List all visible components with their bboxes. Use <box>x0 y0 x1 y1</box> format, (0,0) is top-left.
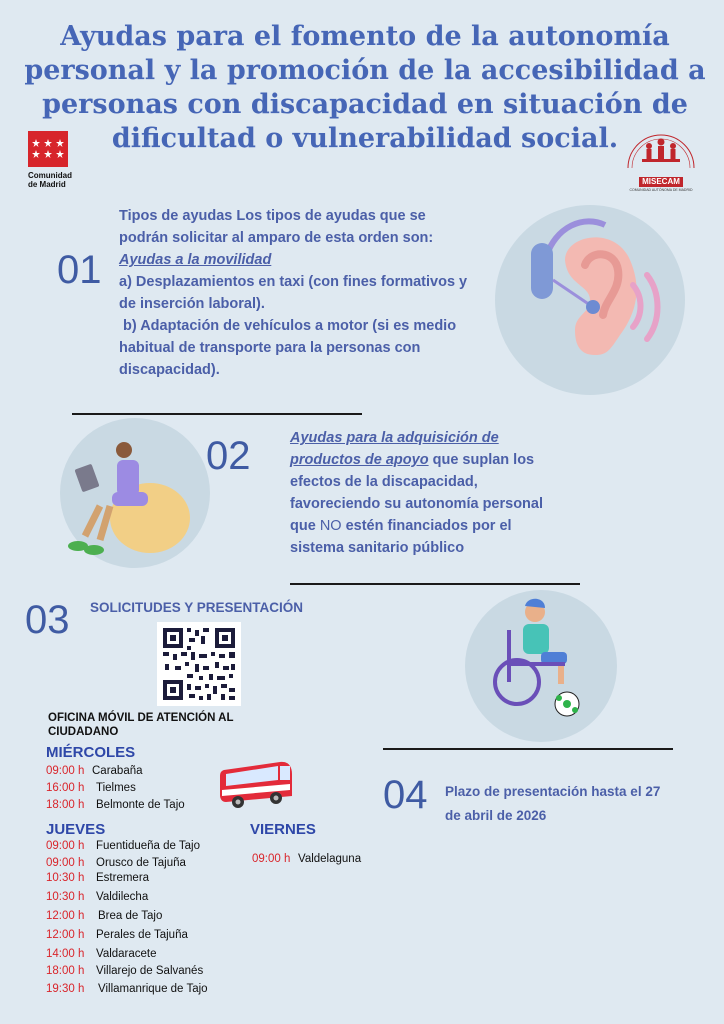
qr-code-icon <box>157 622 241 706</box>
section-4-number: 04 <box>383 773 428 817</box>
page-title: Ayudas para el fomento de la autonomía personal y la promoción de la accesibilidad a personas con discapacidad en situación de dificultad o vulnerabilidad social. <box>24 21 706 154</box>
bus-icon <box>218 756 296 812</box>
day-friday: VIERNES <box>250 821 316 838</box>
schedule-row: 18:00 h Villarejo de Salvanés <box>46 965 204 977</box>
section-2-text-2: estén financiados por el sistema sanitario público <box>290 518 512 556</box>
section-1-heading: Ayudas a la movilidad <box>119 252 272 268</box>
schedule-row: 09:00 h Orusco de Tajuña <box>46 857 186 869</box>
section-2-text-1: que suplan los efectos de la discapacidad, favoreciendo su autonomía personal que <box>290 452 543 534</box>
ear-icon <box>495 205 687 397</box>
schedule-row: 09:00 h Fuentidueña de Tajo <box>46 840 201 852</box>
wednesday-schedule <box>46 765 185 816</box>
person-on-beanbag-illustration <box>60 418 210 568</box>
hearing-aid-illustration <box>495 205 687 397</box>
section-2-number: 02 <box>206 434 251 478</box>
madrid-logo-text-1: Comunidad <box>28 171 72 180</box>
madrid-flag-icon <box>28 131 68 167</box>
section-1-text <box>119 205 469 381</box>
section-3-heading: SOLICITUDES Y PRESENTACIÓN <box>90 600 304 615</box>
divider-1 <box>72 413 362 415</box>
person-with-tablet-icon <box>60 418 210 568</box>
section-1-item-a: a) Desplazamientos en taxi (con fines formativos y de inserción laboral). <box>119 274 468 312</box>
section-1-number: 01 <box>57 248 102 292</box>
schedule-row: 10:30 h Valdilecha <box>46 891 149 903</box>
schedule-row: 18:00 h Belmonte de Tajo <box>46 799 185 811</box>
section-2-no: NO <box>319 518 342 534</box>
schedule-row: 14:00 h Valdaracete <box>46 948 157 960</box>
section-2-heading: Ayudas para la adquisición de productos de apoyo <box>290 430 499 468</box>
misecam-logo <box>622 128 700 192</box>
schedule-row: 09:00 h Valdelaguna <box>252 853 362 865</box>
office-title: OFICINA MÓVIL DE ATENCIÓN AL CIUDADANO <box>48 712 234 738</box>
section-1-intro: Tipos de ayudas Los tipos de ayudas que se podrán solicitar al amparo de esta orden son: <box>119 208 434 246</box>
schedule-row: 12:00 h Brea de Tajo <box>46 910 163 922</box>
section-1-item-b: b) Adaptación de vehículos a motor (si es medio habitual de transporte para la personas con discapacidad). <box>119 318 461 378</box>
misecam-subtitle: COMUNIDAD AUTÓNOMA DE MADRID <box>629 188 693 192</box>
section-3-number: 03 <box>25 598 70 642</box>
section-2-text <box>290 427 560 559</box>
friday-schedule <box>252 853 361 865</box>
schedule-row: 16:00 h Tielmes <box>46 782 136 794</box>
schedule-row: 12:00 h Perales de Tajuña <box>46 929 188 941</box>
day-thursday: JUEVES <box>46 821 106 838</box>
wheelchair-icon <box>465 590 617 742</box>
madrid-logo-text-2: de Madrid <box>28 180 66 189</box>
schedule-row: 09:00 h Carabaña <box>46 765 143 777</box>
divider-3 <box>383 748 673 750</box>
day-wednesday: MIÉRCOLES <box>46 744 136 761</box>
qr-code[interactable] <box>157 622 241 706</box>
misecam-emblem-icon <box>622 128 700 172</box>
section-4-text: Plazo de presentación hasta el 27 de abril de 2026 <box>445 784 661 823</box>
schedule-row: 19:30 h Villamanrique de Tajo <box>46 983 208 995</box>
misecam-name: MISECAM <box>639 177 683 187</box>
thursday-schedule <box>46 840 208 1001</box>
comunidad-madrid-logo <box>28 131 72 191</box>
schedule-row: 10:30 h Estremera <box>46 872 150 884</box>
divider-2 <box>290 583 580 585</box>
wheelchair-illustration <box>465 590 617 742</box>
